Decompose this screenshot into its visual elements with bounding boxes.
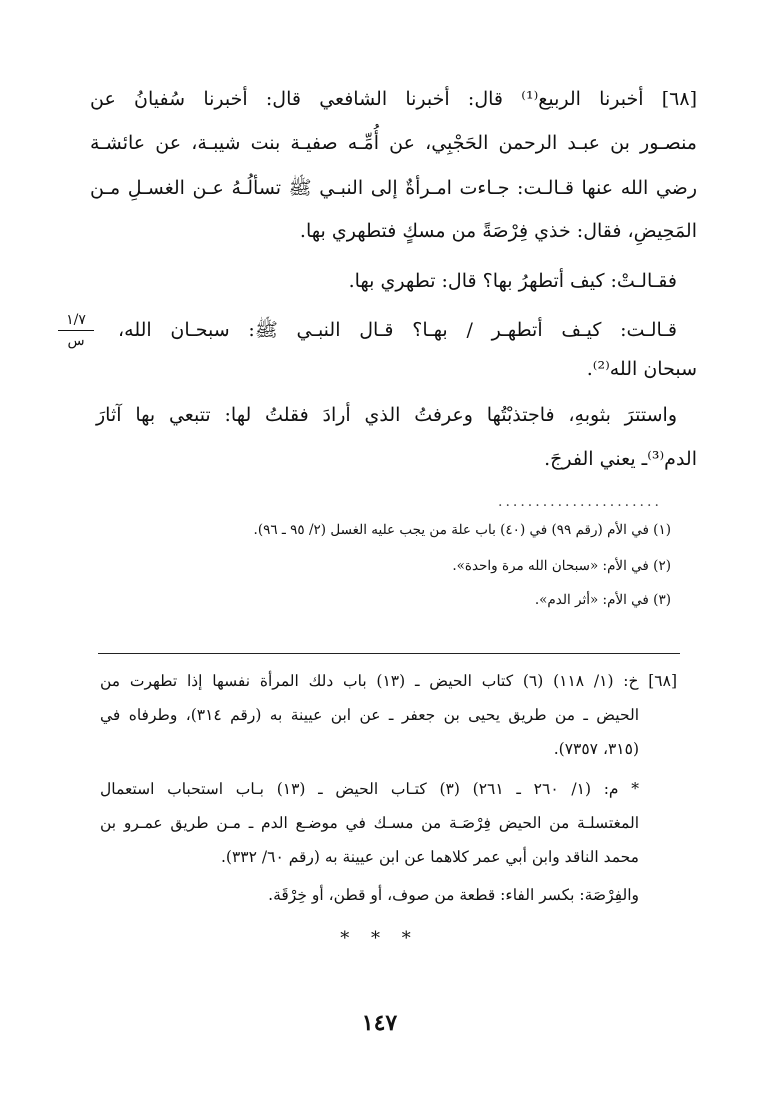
section-end-stars: * * *	[340, 928, 419, 949]
takhrij-muslim-line-2: المغتسلـة من الحيض فِرْصَـة من مسـك في موضـع الدم ـ مـن طريق عمـرو بن	[100, 814, 639, 832]
takhrij-bukhari-line-2: الحيض ـ من طريق يحيى بن جعفر ـ عن ابن عيينة به (رقم ٣١٤)، وطرفاه في	[100, 706, 640, 724]
footnote-3: (٣) في الأم: «أثر الدم».	[534, 592, 671, 608]
hadith-para-4-line-1: واستترَ بثوبهِ، فاجتذبْتُها وعرفتُ الذي أرادَ فقلتُ لها: تتبعي بها آثارَ	[96, 404, 677, 426]
hadith-line-1: [٦٨] أخبرنا الربيع⁽¹⁾ قال: أخبرنا الشافعي قال: أخبرنا سُفيانُ عن	[90, 88, 697, 110]
footnote-separator: ......................	[498, 494, 662, 510]
page-number: ١٤٧	[361, 1010, 398, 1036]
hadith-para-3-line-2: سبحان الله⁽²⁾.	[586, 358, 697, 380]
takhrij-muslim-line-1: * م: (١/ ٢٦٠ ـ ٢٦١) (٣) كتـاب الحيض ـ (١٣) بـاب استحباب استعمال	[100, 780, 639, 798]
hadith-line-3: رضي الله عنها قـالـت: جـاءت امـرأةٌ إلى النبـي ﷺ تسألُـهُ عـن الغسـلِ مـن	[90, 177, 697, 199]
hadith-para-4-line-2: الدم⁽³⁾ـ يعني الفرجَ.	[544, 448, 697, 470]
margin-folio-number: ١/٧	[58, 312, 94, 331]
footnote-2: (٢) في الأم: «سبحان الله مرة واحدة».	[452, 558, 671, 574]
hadith-para-3-line-1: قـالـت: كيـف أتطهـر / بهـا؟ قـال النبـي ﷺ: سبحـان الله،	[118, 319, 677, 341]
margin-folio-note	[58, 312, 94, 349]
margin-folio-side: س	[67, 333, 85, 349]
hadith-line-4: المَحِيضِ، فقال: خذي فِرْصَةً من مسكٍ فتطهري بها.	[299, 220, 697, 242]
takhrij-bukhari-line-3: (٣١٥، ٧٣٥٧).	[553, 740, 639, 758]
hadith-line-2: منصـور بن عبـد الرحمن الحَجْبِي، عن أُمِّـه صفيـة بنت شيبـة، عن عائشـة	[90, 132, 697, 154]
gloss-firsa: والفِرْصَة: بكسر الفاء: قطعة من صوف، أو قطن، أو خِرْقَة.	[268, 886, 639, 904]
takhrij-muslim-line-3: محمد الناقد وابن أبي عمر كلاهما عن ابن عيينة به (رقم ٦٠/ ٣٣٢).	[221, 848, 639, 866]
takhrij-divider	[98, 653, 680, 654]
hadith-para-2: فقـالـتْ: كيف أتطهرُ بها؟ قال: تطهري بها.	[348, 270, 677, 292]
footnote-1: (١) في الأم (رقم ٩٩) في (٤٠) باب علة من يجب عليه الغسل (٢/ ٩٥ ـ ٩٦).	[253, 522, 671, 538]
takhrij-bukhari-line-1: [٦٨] خ: (١/ ١١٨) (٦) كتاب الحيض ـ (١٣) باب دلك المرأة نفسها إذا تطهرت من	[100, 672, 678, 690]
